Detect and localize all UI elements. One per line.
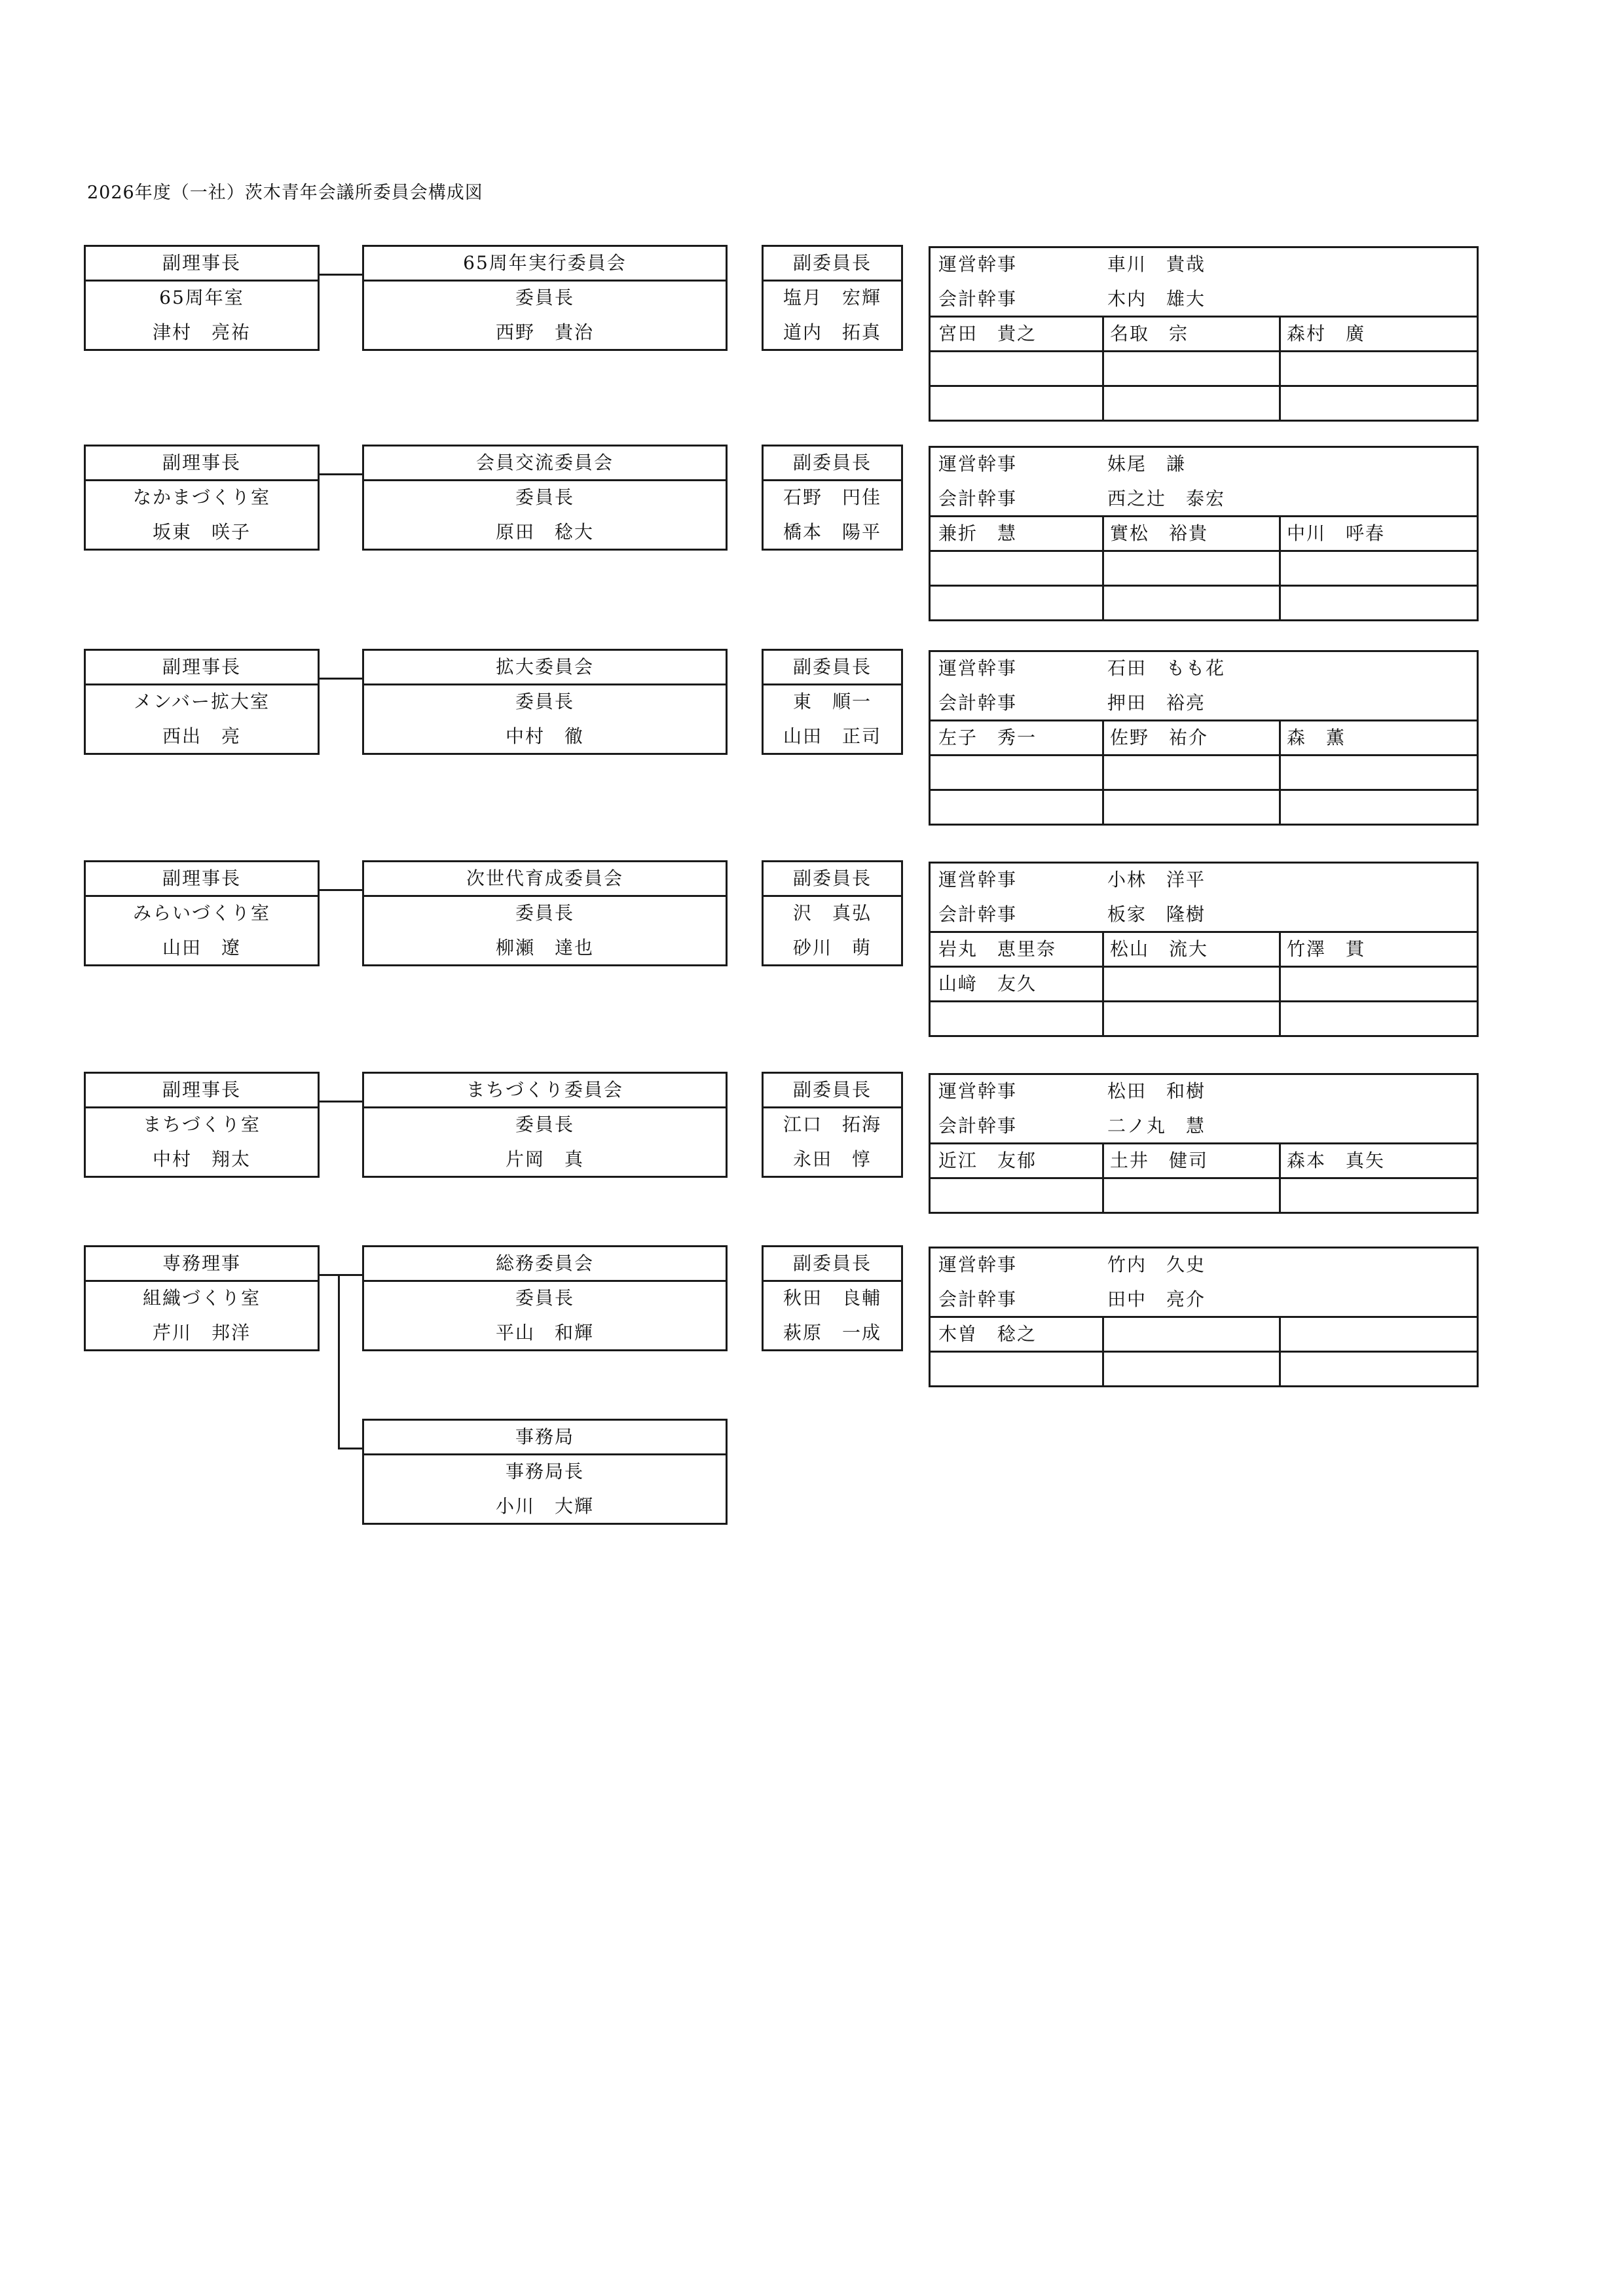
staff-role: 会計幹事 xyxy=(938,903,1018,925)
staff-role: 会計幹事 xyxy=(938,1288,1018,1310)
table-rule xyxy=(1279,720,1281,824)
staff-role: 会計幹事 xyxy=(938,692,1018,714)
vice-chair-box-row: 砂川 萌 xyxy=(792,937,872,958)
staff-name: 田中 亮介 xyxy=(1107,1288,1206,1310)
director-box-row: なかまづくり室 xyxy=(132,486,270,508)
staff-name: 西之辻 泰宏 xyxy=(1107,488,1226,509)
director-box xyxy=(84,445,320,551)
director-box-row: 津村 亮祐 xyxy=(152,321,251,343)
vice-chair-box-row: 塩月 宏輝 xyxy=(783,287,881,308)
table-rule xyxy=(1279,515,1281,619)
staff-role: 運営幹事 xyxy=(938,657,1018,679)
connector-line xyxy=(338,1448,362,1449)
director-box xyxy=(84,1072,320,1178)
member-cell: 山﨑 友久 xyxy=(938,973,1037,994)
table-rule xyxy=(1102,1316,1104,1385)
director-box-row: 山田 遼 xyxy=(162,937,241,958)
member-cell: 岩丸 恵里奈 xyxy=(938,938,1057,960)
table-rule xyxy=(1279,316,1281,420)
staff-role: 会計幹事 xyxy=(938,288,1018,310)
director-box-row: まちづくり室 xyxy=(143,1114,261,1135)
table-rule xyxy=(1279,931,1281,1035)
table-rule xyxy=(931,1351,1477,1353)
director-box-row: みらいづくり室 xyxy=(132,902,270,924)
staff-name: 竹内 久史 xyxy=(1107,1254,1206,1275)
staff-name: 松田 和樹 xyxy=(1107,1080,1206,1102)
vice-chair-box-row: 萩原 一成 xyxy=(783,1322,881,1343)
committee-box-row: 委員長 xyxy=(515,902,574,924)
vice-chair-box-row: 副委員長 xyxy=(764,862,901,897)
committee-box-row: 中村 徹 xyxy=(505,725,584,747)
director-box-row: 副理事長 xyxy=(86,862,318,897)
committee-box-row: 西野 貴治 xyxy=(495,321,594,343)
staff-role: 運営幹事 xyxy=(938,1080,1018,1102)
table-rule xyxy=(931,385,1477,387)
secretariat-box xyxy=(362,1419,728,1525)
committee-box xyxy=(362,649,728,755)
committee-box-row: 次世代育成委員会 xyxy=(364,862,726,897)
connector-line xyxy=(338,1274,340,1449)
vice-chair-box-row: 橋本 陽平 xyxy=(783,521,881,543)
connector-line xyxy=(320,274,362,276)
director-box-row: 組織づくり室 xyxy=(142,1287,261,1309)
director-box-row: 中村 翔太 xyxy=(152,1148,251,1170)
committee-box-row: 片岡 真 xyxy=(505,1148,584,1170)
table-rule xyxy=(931,550,1477,552)
vice-chair-box-row: 石野 円佳 xyxy=(783,486,881,508)
director-box-row: 西出 亮 xyxy=(162,725,241,747)
staff-name: 押田 裕亮 xyxy=(1107,692,1206,714)
table-rule xyxy=(1102,316,1104,420)
connector-line xyxy=(320,889,362,891)
committee-box-row: 会員交流委員会 xyxy=(364,446,726,481)
committee-box-row: 委員長 xyxy=(515,486,574,508)
committee-box-row: 委員長 xyxy=(515,1114,574,1135)
director-box-row: 坂東 咲子 xyxy=(152,521,251,543)
member-cell: 森村 廣 xyxy=(1287,323,1366,344)
vice-chair-box xyxy=(762,1245,903,1351)
member-cell: 松山 流大 xyxy=(1110,938,1209,960)
director-box-row: 副理事長 xyxy=(86,247,318,282)
vice-chair-box xyxy=(762,860,903,966)
staff-name: 二ノ丸 慧 xyxy=(1107,1115,1206,1137)
vice-chair-box-row: 副委員長 xyxy=(764,1247,901,1282)
staff-name: 妹尾 謙 xyxy=(1107,453,1187,475)
table-rule xyxy=(1102,1142,1104,1212)
staff-name: 石田 もも花 xyxy=(1107,657,1226,679)
connector-line xyxy=(320,473,362,475)
table-rule xyxy=(1102,720,1104,824)
committee-box xyxy=(362,1072,728,1178)
vice-chair-box xyxy=(762,649,903,755)
vice-chair-box-row: 江口 拓海 xyxy=(783,1114,881,1135)
connector-line xyxy=(320,1274,362,1276)
committee-box xyxy=(362,245,728,351)
vice-chair-box-row: 道内 拓真 xyxy=(783,321,881,343)
table-rule xyxy=(931,350,1477,352)
committee-box-row: 平山 和輝 xyxy=(495,1322,594,1343)
staff-role: 会計幹事 xyxy=(938,488,1018,509)
director-box-row: 芹川 邦洋 xyxy=(152,1322,251,1343)
director-box xyxy=(84,245,320,351)
director-box xyxy=(84,649,320,755)
member-cell: 宮田 貴之 xyxy=(938,323,1037,344)
staff-table xyxy=(929,862,1479,1037)
vice-chair-box-row: 副委員長 xyxy=(764,247,901,282)
director-box-row: 副理事長 xyxy=(86,651,318,685)
vice-chair-box xyxy=(762,1072,903,1178)
table-rule xyxy=(1102,515,1104,619)
vice-chair-box-row: 沢 真弘 xyxy=(792,902,872,924)
vice-chair-box-row: 永田 惇 xyxy=(792,1148,872,1170)
committee-box-row: 拡大委員会 xyxy=(364,651,726,685)
director-box-row: 副理事長 xyxy=(86,1074,318,1108)
table-rule xyxy=(1279,1316,1281,1385)
staff-role: 運営幹事 xyxy=(938,1254,1018,1275)
committee-box xyxy=(362,1245,728,1351)
staff-name: 小林 洋平 xyxy=(1107,869,1206,890)
committee-box-row: 柳瀬 達也 xyxy=(495,937,594,958)
member-cell: 左子 秀一 xyxy=(938,727,1037,748)
staff-table xyxy=(929,1247,1479,1387)
table-rule xyxy=(931,1177,1477,1179)
director-box-row: 専務理事 xyxy=(86,1247,318,1282)
staff-table xyxy=(929,650,1479,826)
committee-box-row: 原田 稔大 xyxy=(495,521,594,543)
member-cell: 森 薫 xyxy=(1287,727,1346,748)
secretariat-box-row: 事務局長 xyxy=(505,1461,584,1482)
director-box-row: 副理事長 xyxy=(86,446,318,481)
committee-box-row: まちづくり委員会 xyxy=(364,1074,726,1108)
staff-role: 運営幹事 xyxy=(938,253,1018,275)
staff-name: 車川 貴哉 xyxy=(1107,253,1206,275)
secretariat-box-row: 小川 大輝 xyxy=(495,1495,594,1517)
secretariat-box-row: 事務局 xyxy=(364,1421,726,1455)
member-cell: 竹澤 貫 xyxy=(1287,938,1366,960)
vice-chair-box-row: 山田 正司 xyxy=(783,725,881,747)
director-box-row: メンバー拡大室 xyxy=(133,691,270,712)
staff-role: 運営幹事 xyxy=(938,869,1018,890)
table-rule xyxy=(931,585,1477,587)
vice-chair-box xyxy=(762,245,903,351)
member-cell: 森本 真矢 xyxy=(1287,1150,1386,1171)
member-cell: 名取 宗 xyxy=(1110,323,1189,344)
staff-name: 板家 隆樹 xyxy=(1107,903,1206,925)
vice-chair-box-row: 副委員長 xyxy=(764,446,901,481)
table-rule xyxy=(1279,1142,1281,1212)
member-cell: 中川 呼春 xyxy=(1287,522,1386,544)
member-cell: 實松 裕貴 xyxy=(1110,522,1209,544)
member-cell: 近江 友郁 xyxy=(938,1150,1037,1171)
staff-name: 木内 雄大 xyxy=(1107,288,1206,310)
director-box xyxy=(84,1245,320,1351)
staff-role: 会計幹事 xyxy=(938,1115,1018,1137)
committee-box-row: 65周年実行委員会 xyxy=(364,247,726,282)
staff-table xyxy=(929,1073,1479,1214)
committee-box-row: 委員長 xyxy=(515,287,574,308)
table-rule xyxy=(931,789,1477,791)
director-box xyxy=(84,860,320,966)
member-cell: 土井 健司 xyxy=(1110,1150,1209,1171)
table-rule xyxy=(931,754,1477,756)
staff-table xyxy=(929,246,1479,422)
vice-chair-box-row: 副委員長 xyxy=(764,1074,901,1108)
member-cell: 佐野 祐介 xyxy=(1110,727,1209,748)
table-rule xyxy=(931,1000,1477,1002)
vice-chair-box xyxy=(762,445,903,551)
connector-line xyxy=(320,678,362,680)
connector-line xyxy=(320,1101,362,1102)
member-cell: 兼折 慧 xyxy=(938,522,1018,544)
committee-box-row: 委員長 xyxy=(515,1287,574,1309)
director-box-row: 65周年室 xyxy=(159,287,244,308)
member-cell: 木曽 稔之 xyxy=(938,1323,1037,1345)
staff-role: 運営幹事 xyxy=(938,453,1018,475)
vice-chair-box-row: 東 順一 xyxy=(792,691,872,712)
vice-chair-box-row: 秋田 良輔 xyxy=(783,1287,881,1309)
staff-table xyxy=(929,446,1479,621)
committee-box-row: 委員長 xyxy=(515,691,574,712)
committee-box-row: 総務委員会 xyxy=(364,1247,726,1282)
committee-box xyxy=(362,445,728,551)
committee-box xyxy=(362,860,728,966)
vice-chair-box-row: 副委員長 xyxy=(764,651,901,685)
document-title: 2026年度（一社）茨木青年会議所委員会構成図 xyxy=(87,183,483,203)
table-rule xyxy=(1102,931,1104,1035)
